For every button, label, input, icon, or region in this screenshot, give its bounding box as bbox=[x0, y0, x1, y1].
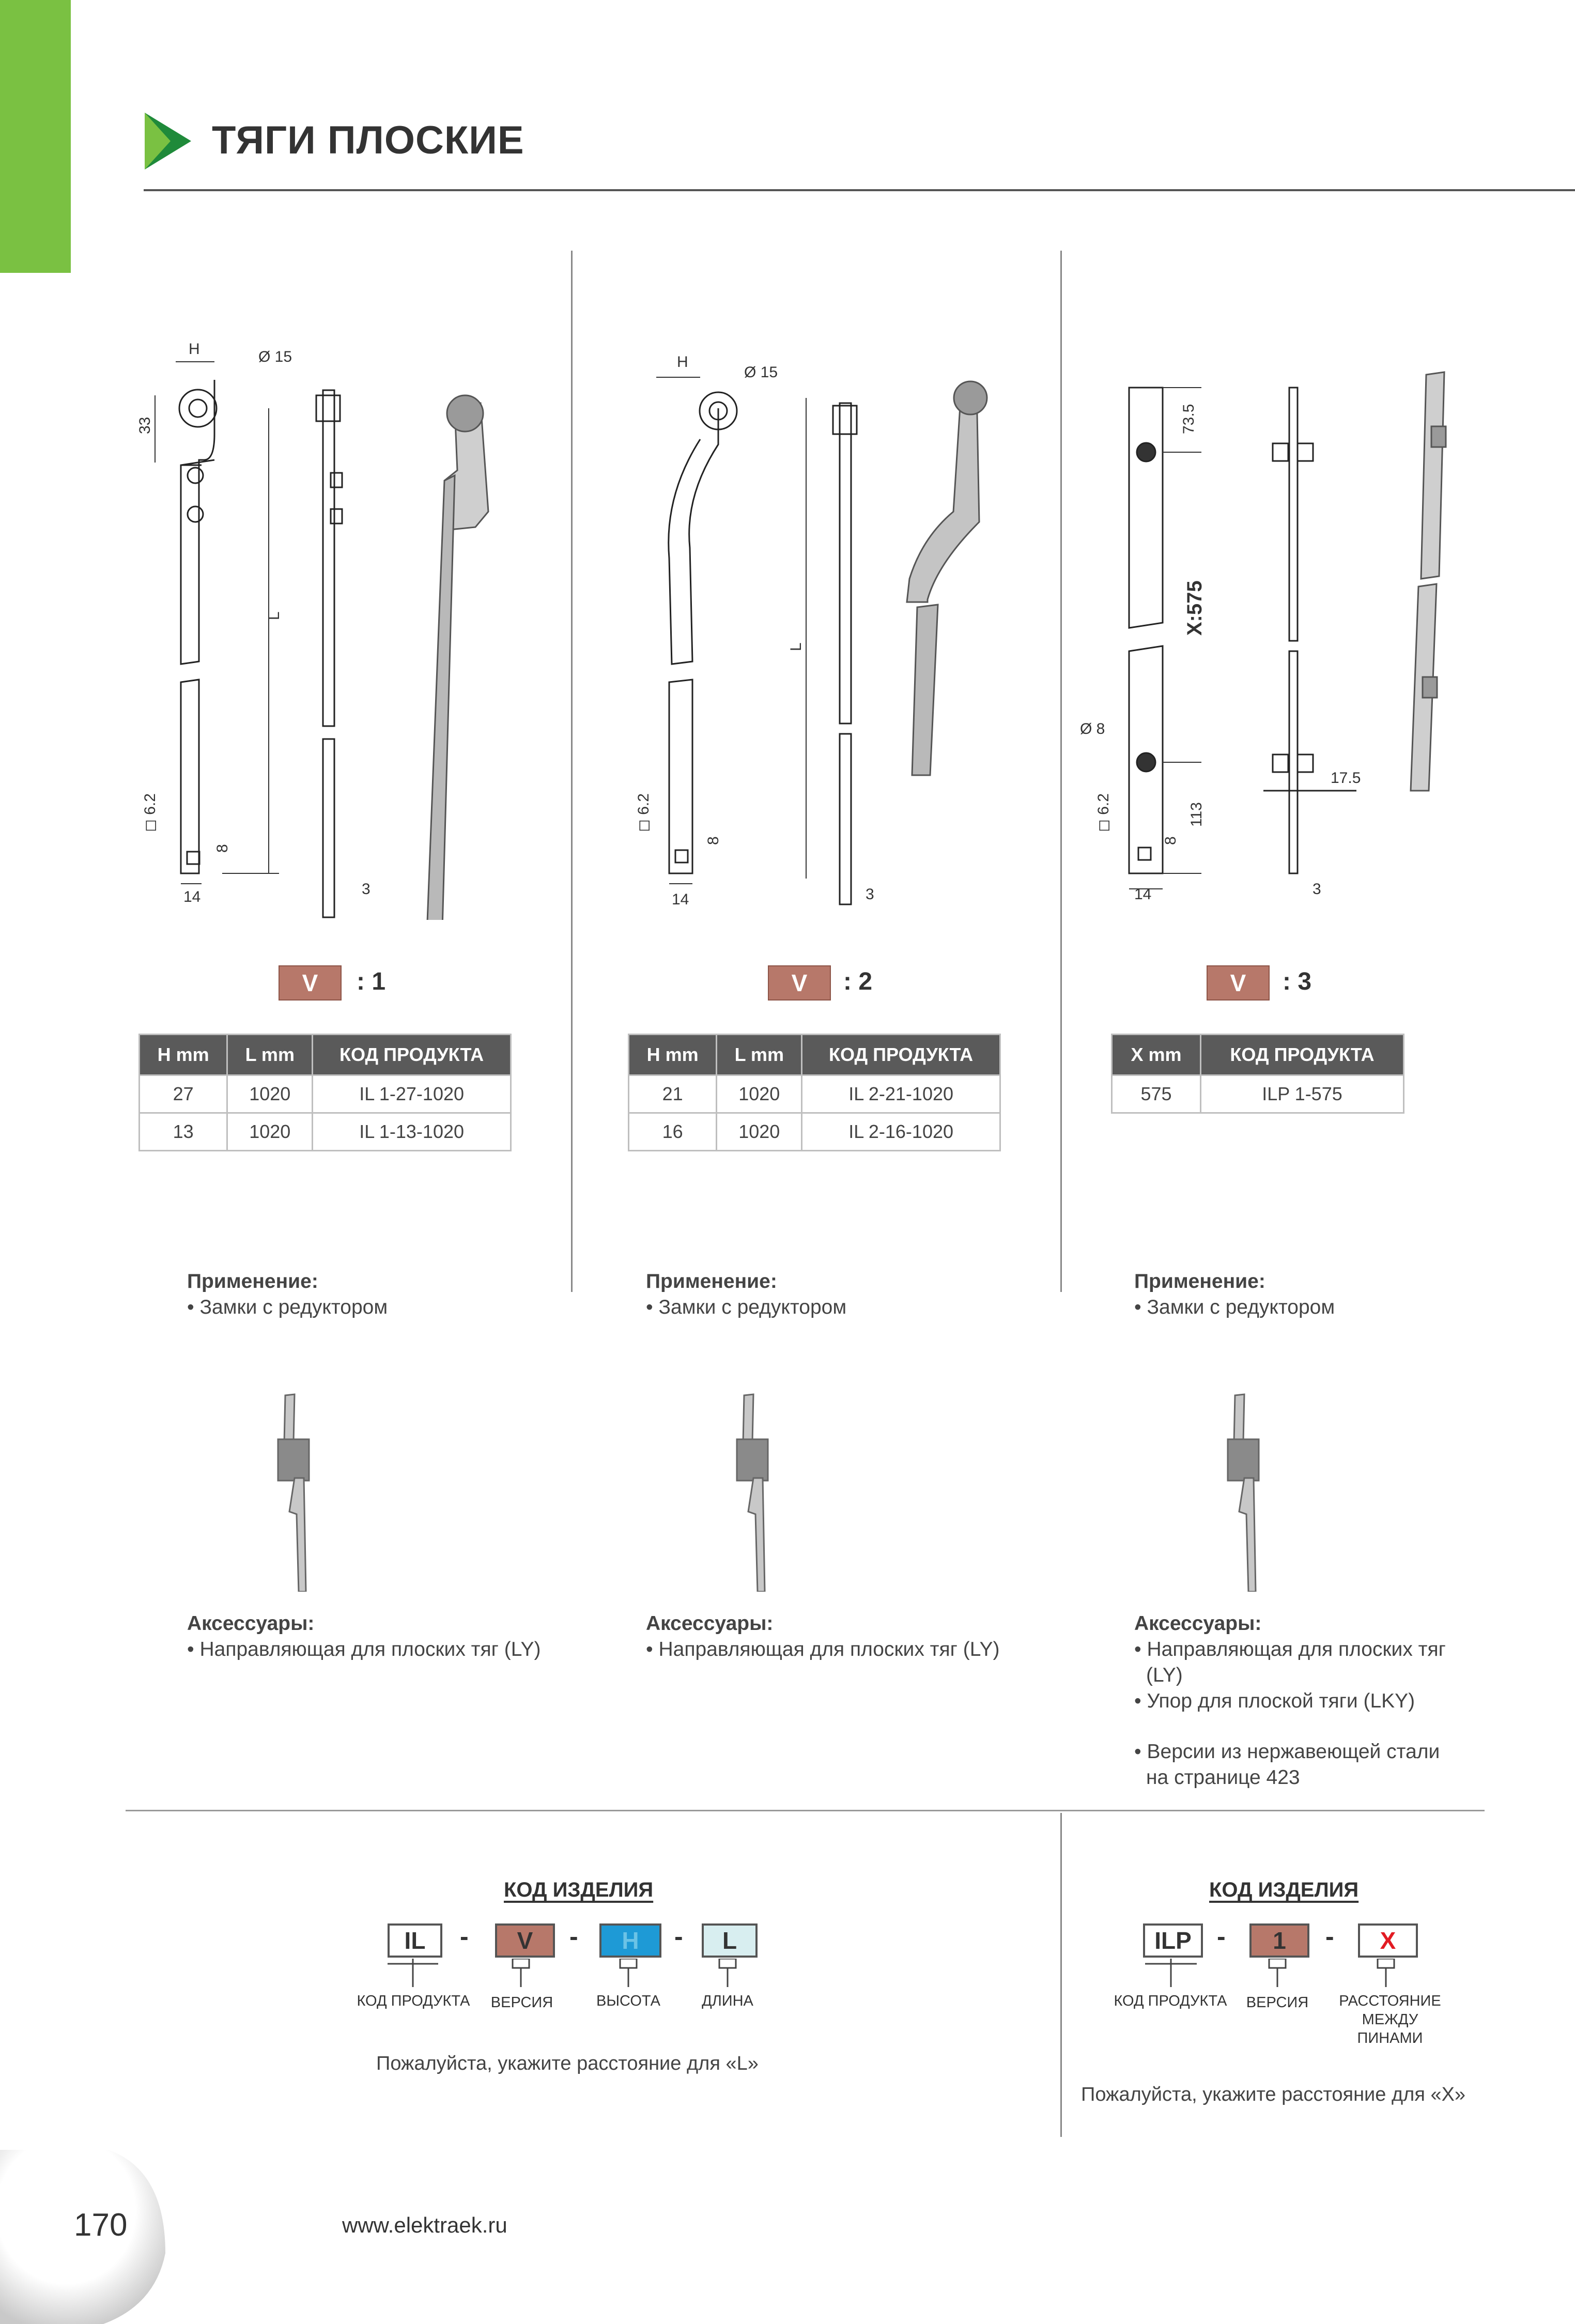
dim-dia15: Ø 15 bbox=[744, 364, 778, 381]
application-title-2: Применение: bbox=[646, 1270, 777, 1292]
accessory-item-3c: • Версии из нержавеющей стали bbox=[1134, 1741, 1440, 1763]
cell-l: 1020 bbox=[717, 1113, 802, 1151]
version-number-2: : 2 bbox=[843, 968, 873, 995]
cell-code: IL 1-27-1020 bbox=[313, 1075, 511, 1113]
dim-3: 3 bbox=[866, 886, 874, 903]
code-separator: - bbox=[569, 1922, 578, 1951]
code-label-product: КОД ПРОДУКТА bbox=[357, 1993, 470, 2009]
code-label-distance-2: МЕЖДУ bbox=[1362, 2011, 1418, 2028]
website-link[interactable]: www.elektraek.ru bbox=[342, 2213, 507, 2237]
table-row bbox=[629, 1075, 1000, 1113]
dim-8: 8 bbox=[705, 836, 722, 845]
dim-dia8: Ø 8 bbox=[1080, 720, 1105, 737]
col-header: X mm bbox=[1112, 1035, 1201, 1075]
code-connectors-left bbox=[382, 1959, 765, 1990]
code-box-distance: X bbox=[1358, 1923, 1418, 1958]
column-divider-2 bbox=[1060, 251, 1062, 1292]
dim-73-5: 73.5 bbox=[1180, 404, 1197, 434]
cell-h: 27 bbox=[140, 1075, 227, 1113]
spec-table-3 bbox=[1111, 1034, 1404, 1114]
version-badge-3: V bbox=[1207, 965, 1270, 1001]
note-right: Пожалуйста, укажите расстояние для «X» bbox=[1081, 2084, 1466, 2105]
application-title-1: Применение: bbox=[187, 1270, 318, 1292]
cell-h: 21 bbox=[629, 1075, 717, 1113]
dim-8: 8 bbox=[1162, 836, 1179, 845]
col-header: L mm bbox=[227, 1035, 313, 1075]
note-left: Пожалуйста, укажите расстояние для «L» bbox=[376, 2053, 759, 2074]
code-label-length: ДЛИНА bbox=[702, 1993, 753, 2009]
drawing-version-3 bbox=[1077, 362, 1542, 930]
application-item-2: • Замки с редуктором bbox=[646, 1296, 847, 1318]
column-divider-1 bbox=[571, 251, 573, 1292]
application-item-3: • Замки с редуктором bbox=[1134, 1296, 1335, 1318]
accessory-item-2: • Направляющая для плоских тяг (LY) bbox=[646, 1638, 1000, 1660]
dim-3: 3 bbox=[362, 881, 370, 898]
title-arrow-icon bbox=[145, 113, 191, 170]
cell-code: IL 2-16-1020 bbox=[802, 1113, 1000, 1151]
table-row bbox=[140, 1113, 511, 1151]
drawing-version-1 bbox=[124, 331, 548, 920]
accessories-title-1: Аксессуары: bbox=[187, 1612, 315, 1635]
dim-x575: X:575 bbox=[1183, 580, 1206, 636]
dim-h: H bbox=[677, 353, 688, 371]
accessories-title-2: Аксессуары: bbox=[646, 1612, 774, 1635]
code-separator: - bbox=[674, 1922, 683, 1951]
accessories-title-3: Аксессуары: bbox=[1134, 1612, 1262, 1635]
dim-sq62: ◻ 6.2 bbox=[635, 793, 652, 832]
code-label-distance-3: ПИНАМИ bbox=[1357, 2030, 1423, 2046]
code-box-version: V bbox=[495, 1923, 555, 1958]
accessory-item-3a: • Направляющая для плоских тяг bbox=[1134, 1638, 1446, 1660]
version-number-3: : 3 bbox=[1283, 968, 1312, 995]
dim-l: L bbox=[266, 611, 283, 620]
code-label-version: ВЕРСИЯ bbox=[1246, 1994, 1309, 2011]
product-code-title-left: КОД ИЗДЕЛИЯ bbox=[504, 1879, 654, 1901]
col-header: КОД ПРОДУКТА bbox=[1201, 1035, 1404, 1075]
code-label-product: КОД ПРОДУКТА bbox=[1114, 1993, 1227, 2009]
accessory-item-3c-cont: на странице 423 bbox=[1146, 1766, 1300, 1789]
code-box-version: 1 bbox=[1249, 1923, 1309, 1958]
application-title-3: Применение: bbox=[1134, 1270, 1265, 1292]
dim-113: 113 bbox=[1188, 802, 1205, 827]
cell-h: 13 bbox=[140, 1113, 227, 1151]
accessory-item-1: • Направляющая для плоских тяг (LY) bbox=[187, 1638, 541, 1660]
dim-sq62: ◻ 6.2 bbox=[142, 793, 159, 832]
cell-h: 16 bbox=[629, 1113, 717, 1151]
green-side-tab bbox=[0, 0, 71, 273]
version-number-1: : 1 bbox=[357, 968, 386, 995]
col-header: H mm bbox=[140, 1035, 227, 1075]
accessory-item-3b: • Упор для плоской тяги (LKY) bbox=[1134, 1690, 1415, 1712]
dim-17-5: 17.5 bbox=[1331, 769, 1361, 787]
code-connectors-right bbox=[1137, 1959, 1426, 1990]
accessory-image-2 bbox=[733, 1390, 779, 1592]
page-number: 170 bbox=[74, 2207, 128, 2243]
code-box-length: L bbox=[702, 1923, 758, 1958]
accessory-item-3a-cont: (LY) bbox=[1146, 1664, 1183, 1686]
version-badge-1: V bbox=[279, 965, 342, 1001]
column-divider-bottom bbox=[1060, 1813, 1062, 2137]
dim-l: L bbox=[788, 642, 805, 651]
code-separator: - bbox=[1325, 1922, 1334, 1951]
col-header: КОД ПРОДУКТА bbox=[313, 1035, 511, 1075]
code-box-product: IL bbox=[388, 1923, 442, 1958]
cell-x: 575 bbox=[1112, 1075, 1201, 1113]
table-row bbox=[140, 1075, 511, 1113]
version-badge-2: V bbox=[768, 965, 831, 1001]
dim-14: 14 bbox=[672, 891, 689, 908]
title-rule bbox=[144, 189, 1575, 191]
cell-code: ILP 1-575 bbox=[1201, 1075, 1404, 1113]
table-row bbox=[629, 1113, 1000, 1151]
code-label-height: ВЫСОТА bbox=[596, 1993, 660, 2009]
col-header: КОД ПРОДУКТА bbox=[802, 1035, 1000, 1075]
drawing-version-2 bbox=[607, 341, 1031, 930]
code-separator: - bbox=[460, 1922, 469, 1951]
spec-table-2 bbox=[628, 1034, 1001, 1151]
dim-3: 3 bbox=[1312, 881, 1321, 898]
application-item-1: • Замки с редуктором bbox=[187, 1296, 388, 1318]
table-row bbox=[1112, 1075, 1404, 1113]
page-title: ТЯГИ ПЛОСКИЕ bbox=[212, 118, 524, 162]
dim-dia15: Ø 15 bbox=[258, 348, 292, 365]
code-label-version: ВЕРСИЯ bbox=[490, 1994, 553, 2011]
section-rule bbox=[126, 1810, 1485, 1811]
accessory-image-1 bbox=[274, 1390, 320, 1592]
dim-14: 14 bbox=[1134, 886, 1152, 903]
cell-l: 1020 bbox=[227, 1075, 313, 1113]
spec-table-1 bbox=[138, 1034, 512, 1151]
code-box-product: ILP bbox=[1143, 1923, 1203, 1958]
code-separator: - bbox=[1217, 1922, 1226, 1951]
accessory-image-3 bbox=[1224, 1390, 1270, 1592]
code-label-distance-1: РАССТОЯНИЕ bbox=[1339, 1993, 1441, 2009]
col-header: L mm bbox=[717, 1035, 802, 1075]
dim-33: 33 bbox=[136, 417, 153, 434]
cell-l: 1020 bbox=[717, 1075, 802, 1113]
dim-h: H bbox=[189, 341, 200, 358]
cell-code: IL 1-13-1020 bbox=[313, 1113, 511, 1151]
dim-8: 8 bbox=[214, 844, 231, 853]
col-header: H mm bbox=[629, 1035, 717, 1075]
dim-14: 14 bbox=[183, 888, 201, 905]
product-code-title-right: КОД ИЗДЕЛИЯ bbox=[1209, 1879, 1359, 1901]
dim-sq62: ◻ 6.2 bbox=[1095, 793, 1112, 832]
code-box-height: H bbox=[599, 1923, 661, 1958]
cell-code: IL 2-21-1020 bbox=[802, 1075, 1000, 1113]
cell-l: 1020 bbox=[227, 1113, 313, 1151]
